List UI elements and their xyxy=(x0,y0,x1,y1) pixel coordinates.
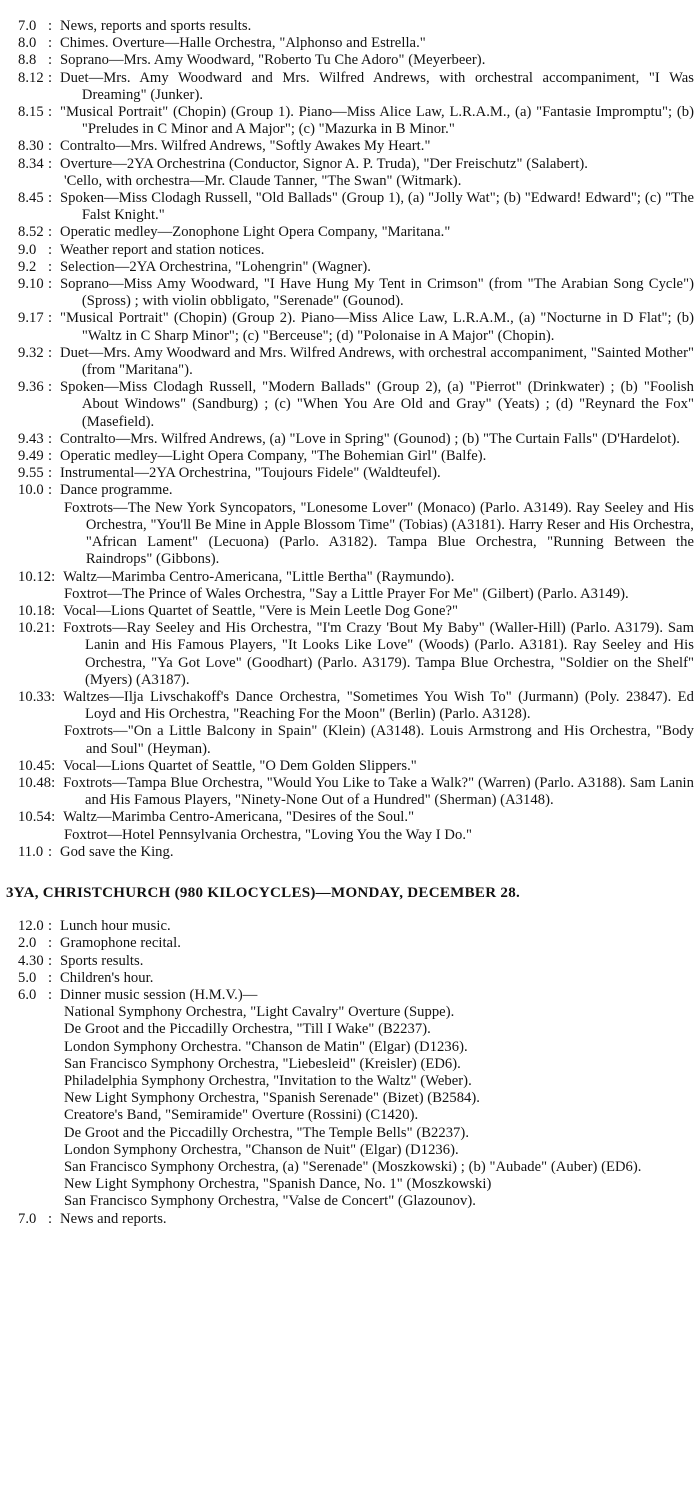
entry-time: 9.49 xyxy=(18,448,44,465)
entry-time: 9.17 xyxy=(18,310,44,327)
entry-text: News, reports and sports results. xyxy=(60,18,252,34)
programme-entry xyxy=(18,1125,694,1142)
entry-separator: : xyxy=(48,155,53,172)
entry-text: "Musical Portrait" (Chopin) (Group 1). Piano—Miss Alice Law, L.R.A.M., (a) "Fantasie Impromptu"; (b) "Preludes in C Minor and A Major"; (c) "Mazurka in B Minor." xyxy=(60,104,694,138)
entry-text: Instrumental—2YA Orchestrina, "Toujours Fidele" (Waldteufel). xyxy=(60,465,441,482)
entry-text: De Groot and the Piccadilly Orchestra, "The Temple Bells" (B2237). xyxy=(64,1124,470,1141)
entry-separator: : xyxy=(48,482,53,499)
entry-text: Foxtrot—The Prince of Wales Orchestra, "Say a Little Prayer For Me" (Gilbert) (Parlo. A3149). xyxy=(64,585,629,602)
entry-separator: : xyxy=(48,843,53,860)
programme-entry xyxy=(18,104,694,138)
programme-entry xyxy=(18,379,694,431)
entry-text: Gramophone recital. xyxy=(60,935,181,952)
entry-text: Creatore's Band, "Semiramide" Overture (Rossini) (C1420). xyxy=(64,1107,419,1124)
programme-entry xyxy=(18,190,694,224)
programme-entry xyxy=(18,70,694,104)
programme-entry xyxy=(18,276,694,310)
programme-entry xyxy=(18,723,694,757)
entry-separator: : xyxy=(48,241,53,258)
entry-time: 9.43 xyxy=(18,430,44,447)
programme-entry xyxy=(18,1004,694,1021)
programme-entry xyxy=(18,1039,694,1056)
entry-text: Lunch hour music. xyxy=(60,918,171,935)
programme-entry xyxy=(18,224,694,241)
entry-text: Spoken—Miss Clodagh Russell, "Modern Ballads" (Group 2), (a) "Pierrot" (Drinkwater) ; (b) "Foolish About Windows" (Sandburg) ; (c) "When You Are Old and Gray" (Yeats) ; (d) "Reynard the Fox" (Masefield). xyxy=(60,379,694,430)
entry-separator: : xyxy=(48,969,53,986)
entry-time: 8.0 xyxy=(18,35,37,52)
entry-time: 10.48 xyxy=(18,774,52,791)
entry-time: 7.0 xyxy=(18,1210,37,1227)
entry-separator: : xyxy=(48,69,53,86)
entry-time: 9.10 xyxy=(18,276,44,293)
entry-text: Contralto—Mrs. Wilfred Andrews, "Softly Awakes My Heart." xyxy=(60,138,431,155)
programme-entry xyxy=(18,953,694,970)
programme-entry xyxy=(18,465,694,482)
entry-time: 12.0 xyxy=(18,918,44,935)
programme-entry xyxy=(18,1090,694,1107)
programme-entry xyxy=(18,18,694,35)
programme-entry xyxy=(18,138,694,155)
programme-entry xyxy=(18,448,694,465)
entry-separator: : xyxy=(48,952,53,969)
entry-time: 10.12 xyxy=(18,568,52,585)
entry-text: Philadelphia Symphony Orchestra, "Invitation to the Waltz" (Weber). xyxy=(64,1072,472,1089)
programme-entry xyxy=(18,1056,694,1073)
programme-entry xyxy=(18,431,694,448)
programme-entry xyxy=(18,586,694,603)
entry-separator: : xyxy=(48,190,53,207)
entry-text: Chimes. Overture—Halle Orchestra, "Alphonso and Estrella." xyxy=(60,35,426,52)
programme-entry xyxy=(18,918,694,935)
entry-separator: : xyxy=(48,935,53,952)
programme-entry xyxy=(18,689,694,723)
entry-time: 8.8 xyxy=(18,52,37,69)
entry-time: 10.0 xyxy=(18,482,44,499)
entry-text: London Symphony Orchestra. "Chanson de Matin" (Elgar) (D1236). xyxy=(64,1038,468,1055)
entry-text: Selection—2YA Orchestrina, "Lohengrin" (Wagner). xyxy=(60,258,372,275)
entry-separator: : xyxy=(48,104,53,121)
programme-entry xyxy=(18,1159,694,1176)
entry-time: 8.52 xyxy=(18,224,44,241)
programme-entry xyxy=(18,259,694,276)
programme-entry xyxy=(18,156,694,173)
entry-text: San Francisco Symphony Orchestra, "Valse de Concert" (Glazounov). xyxy=(64,1193,476,1210)
entry-time: 5.0 xyxy=(18,969,37,986)
entry-text: Operatic medley—Zonophone Light Opera Company, "Maritana." xyxy=(60,224,451,241)
entry-text: Contralto—Mrs. Wilfred Andrews, (a) "Love in Spring" (Gounod) ; (b) "The Curtain Falls" (D'Hardelot). xyxy=(60,430,680,447)
entry-text: Dinner music session (H.M.V.)— xyxy=(60,986,258,1003)
programme-entry xyxy=(18,1193,694,1210)
entry-time: 10.33 xyxy=(18,688,52,705)
entry-text: 'Cello, with orchestra—Mr. Claude Tanner, "The Swan" (Witmark). xyxy=(64,172,462,189)
entry-separator: : xyxy=(48,918,53,935)
programme-entry xyxy=(18,35,694,52)
entry-time: 8.30 xyxy=(18,138,44,155)
entry-time: 9.36 xyxy=(18,379,44,396)
entry-time: 10.45 xyxy=(18,757,52,774)
entry-text: "Musical Portrait" (Chopin) (Group 2). Piano—Miss Alice Law, L.R.A.M., (a) "Nocturne in D Flat"; (b) "Waltz in C Sharp Minor"; (c) "Berceuse"; (d) "Polonaise in A Major" (Chopin). xyxy=(60,310,694,344)
programme-entry xyxy=(18,52,694,69)
programme-entry xyxy=(18,603,694,620)
programme-entry xyxy=(18,482,694,499)
programme-entry xyxy=(18,1073,694,1090)
entry-text: Duet—Mrs. Amy Woodward and Mrs. Wilfred Andrews, with orchestral accompaniment, "Sainted Mother" (from "Maritana"). xyxy=(60,344,694,379)
entry-text: London Symphony Orchestra, "Chanson de Nuit" (Elgar) (D1236). xyxy=(64,1141,459,1158)
entry-time: 8.34 xyxy=(18,155,44,172)
entry-separator: : xyxy=(51,809,56,826)
entry-time: 11.0 xyxy=(18,843,44,860)
programme-entry xyxy=(18,1142,694,1159)
programme-entry xyxy=(18,844,694,861)
entry-separator: : xyxy=(51,757,56,774)
programme-entry xyxy=(18,569,694,586)
entry-text: Overture—2YA Orchestrina (Conductor, Signor A. P. Truda), "Der Freischutz" (Salabert). xyxy=(60,155,588,172)
schedule-3ya-list xyxy=(18,918,694,1228)
entry-time: 2.0 xyxy=(18,935,37,952)
programme-entry xyxy=(18,500,694,569)
programme-entry xyxy=(18,1176,694,1193)
entry-time: 9.32 xyxy=(18,344,44,361)
entry-time: 9.55 xyxy=(18,465,44,482)
entry-separator: : xyxy=(51,568,56,585)
entry-separator: : xyxy=(48,986,53,1003)
entry-text: Waltz—Marimba Centro-Americana, "Desires of the Soul." xyxy=(63,809,415,826)
entry-text: New Light Symphony Orchestra, "Spanish Serenade" (Bizet) (B2584). xyxy=(64,1090,481,1107)
programme-entry xyxy=(18,310,694,344)
entry-text: Sports results. xyxy=(60,952,144,969)
entry-text: De Groot and the Piccadilly Orchestra, "Till I Wake" (B2237). xyxy=(64,1021,431,1038)
entry-separator: : xyxy=(51,602,56,619)
entry-text: New Light Symphony Orchestra, "Spanish Dance, No. 1" (Moszkowski) xyxy=(64,1176,492,1193)
programme-entry xyxy=(18,827,694,844)
entry-text: National Symphony Orchestra, "Light Cavalry" Overture (Suppe). xyxy=(64,1004,455,1021)
entry-time: 7.0 xyxy=(18,18,37,34)
programme-entry xyxy=(18,809,694,826)
programme-entry xyxy=(18,935,694,952)
entry-separator: : xyxy=(48,18,53,34)
entry-text: Waltz—Marimba Centro-Americana, "Little Bertha" (Raymundo). xyxy=(63,568,455,585)
entry-separator: : xyxy=(48,448,53,465)
entry-text: Vocal—Lions Quartet of Seattle, "Vere is Mein Leetle Dog Gone?" xyxy=(63,602,459,619)
programme-entry xyxy=(18,970,694,987)
entry-separator: : xyxy=(51,688,56,705)
entry-time: 8.15 xyxy=(18,104,44,121)
entry-separator: : xyxy=(48,138,53,155)
entry-text: Children's hour. xyxy=(60,969,154,986)
entry-text: Soprano—Miss Amy Woodward, "I Have Hung My Tent in Crimson" (from "The Arabian Song Cycle") (Spross) ; with violin obbligato, "Serenade" (Gounod). xyxy=(60,276,694,310)
schedule-2ya-list xyxy=(18,18,694,861)
programme-entry xyxy=(18,173,694,190)
entry-text: Soprano—Mrs. Amy Woodward, "Roberto Tu Che Adoro" (Meyerbeer). xyxy=(60,52,486,69)
programme-entry xyxy=(18,758,694,775)
entry-time: 8.12 xyxy=(18,69,44,86)
entry-time: 8.45 xyxy=(18,190,44,207)
entry-separator: : xyxy=(48,1210,53,1227)
programme-entry xyxy=(18,345,694,379)
entry-separator: : xyxy=(48,52,53,69)
entry-time: 9.2 xyxy=(18,258,37,275)
entry-time: 4.30 xyxy=(18,952,44,969)
entry-text: God save the King. xyxy=(60,843,174,860)
entry-time: 10.18 xyxy=(18,602,52,619)
programme-entry xyxy=(18,242,694,259)
programme-entry xyxy=(18,987,694,1004)
programme-entry xyxy=(18,1211,694,1228)
entry-time: 6.0 xyxy=(18,986,37,1003)
entry-text: Vocal—Lions Quartet of Seattle, "O Dem Golden Slippers." xyxy=(63,757,417,774)
entry-text: Operatic medley—Light Opera Company, "The Bohemian Girl" (Balfe). xyxy=(60,448,487,465)
programme-entry xyxy=(18,620,694,689)
entry-text: Waltzes—Ilja Livschakoff's Dance Orchestra, "Sometimes You Wish To" (Jurmann) (Poly. 23847). Ed Loyd and His Orchestra, "Reaching For the Moon" (Berlin) (Parlo. A3128). xyxy=(63,688,694,723)
entry-text: Weather report and station notices. xyxy=(60,241,265,258)
entry-time: 10.21 xyxy=(18,620,52,637)
entry-separator: : xyxy=(48,224,53,241)
entry-separator: : xyxy=(48,379,53,396)
entry-separator: : xyxy=(48,465,53,482)
entry-time: 9.0 xyxy=(18,241,37,258)
entry-text: Foxtrots—Tampa Blue Orchestra, "Would You Like to Take a Walk?" (Warren) (Parlo. A3188). Sam Lanin and His Famous Players, "Ninety-None Out of a Hundred" (Sherman) (A3148). xyxy=(63,774,694,809)
entry-text: Foxtrot—Hotel Pennsylvania Orchestra, "Loving You the Way I Do." xyxy=(64,826,473,843)
entry-text: Spoken—Miss Clodagh Russell, "Old Ballads" (Group 1), (a) "Jolly Wat"; (b) "Edward! Edward"; (c) "The Falst Knight." xyxy=(60,190,694,224)
entry-text: Foxtrots—Ray Seeley and His Orchestra, "I'm Crazy 'Bout My Baby" (Waller-Hill) (Parlo. A3179). Sam Lanin and His Famous Players, "It Looks Like Love" (Woods) (Parlo. A3181). Ray Seeley and His Orchestra, "Ya Got Love" (Goodhart) (Parlo. A3179). Tampa Blue Orchestra, "Soldier on the Shelf" (Myers) (A3187). xyxy=(63,620,694,688)
station-heading: 3YA, CHRISTCHURCH (980 KILOCYCLES)—MONDAY, DECEMBER 28. xyxy=(6,884,521,901)
entry-separator: : xyxy=(51,774,56,791)
programme-entry xyxy=(18,775,694,809)
entry-separator: : xyxy=(48,35,53,52)
entry-separator: : xyxy=(51,620,56,637)
entry-text: San Francisco Symphony Orchestra, (a) "Serenade" (Moszkowski) ; (b) "Aubade" (Auber) (ED6). xyxy=(64,1159,642,1175)
programme-entry xyxy=(18,1021,694,1038)
entry-text: San Francisco Symphony Orchestra, "Liebesleid" (Kreisler) (ED6). xyxy=(64,1055,461,1072)
entry-time: 10.54 xyxy=(18,809,52,826)
entry-text: News and reports. xyxy=(60,1210,167,1227)
entry-text: Duet—Mrs. Amy Woodward and Mrs. Wilfred Andrews, with orchestral accompaniment, "I Was Dreaming" (Junker). xyxy=(60,69,694,103)
entry-separator: : xyxy=(48,430,53,447)
entry-text: Dance programme. xyxy=(60,482,173,499)
programme-entry xyxy=(18,1107,694,1124)
entry-separator: : xyxy=(48,276,53,293)
entry-text: Foxtrots—The New York Syncopators, "Lonesome Lover" (Monaco) (Parlo. A3149). Ray Seeley and His Orchestra, "You'll Be Mine in Apple Blossom Time" (Tobias) (A3181). Harry Reser and His Orchestra, "African Lament" (Lecuona) (Parlo. A3182). Tampa Blue Orchestra, "Running Between the Raindrops" (Gibbons). xyxy=(64,499,694,568)
entry-separator: : xyxy=(48,344,53,361)
entry-separator: : xyxy=(48,310,53,327)
entry-separator: : xyxy=(48,258,53,275)
entry-text: Foxtrots—"On a Little Balcony in Spain" (Klein) (A3148). Louis Armstrong and His Orchestra, "Body and Soul" (Heyman). xyxy=(64,723,694,757)
